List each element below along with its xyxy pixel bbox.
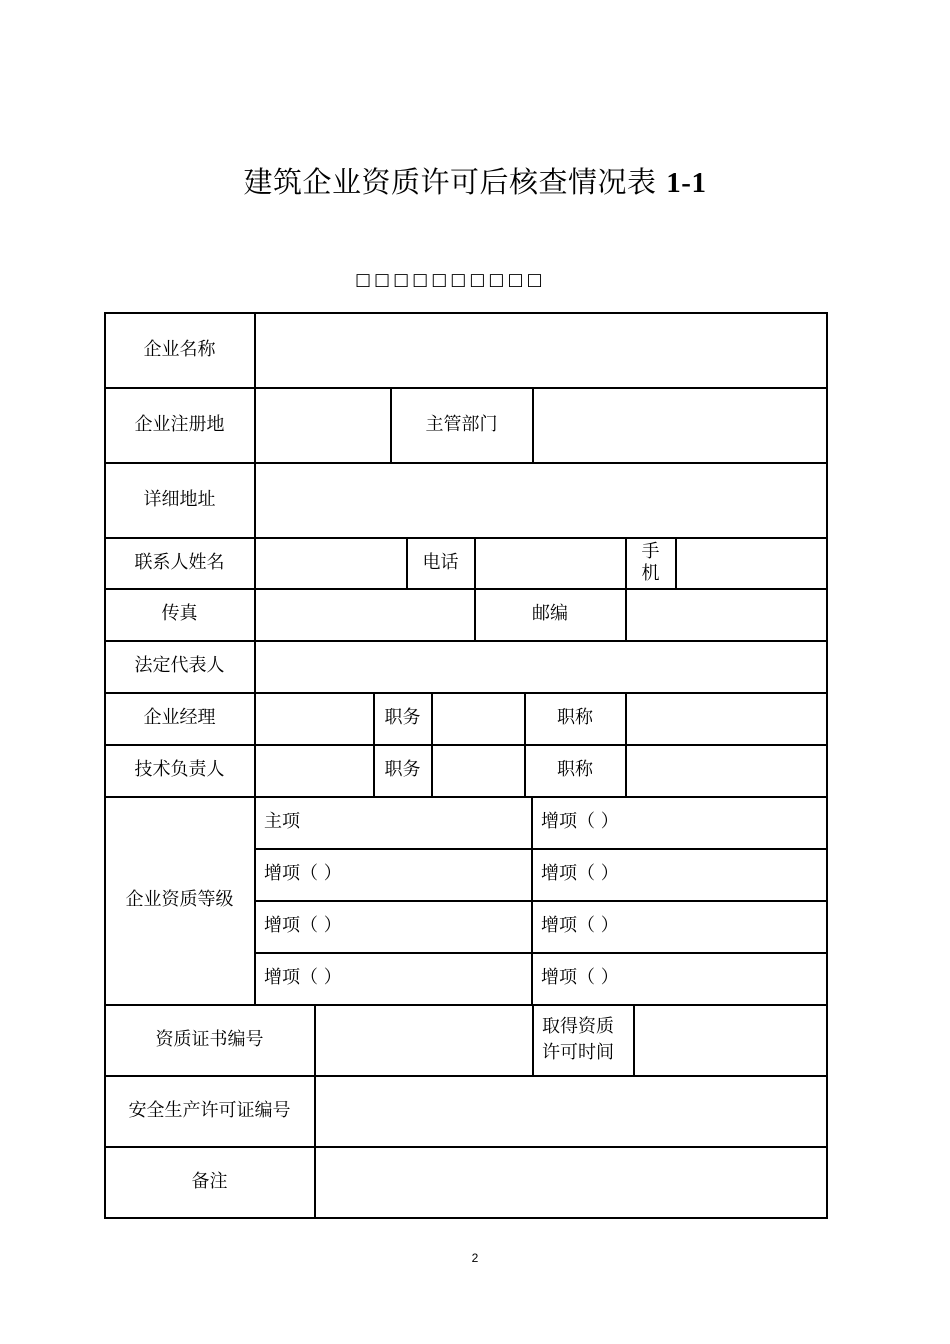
table-line	[826, 312, 828, 1218]
mobile-label-line2: 机	[641, 562, 660, 584]
qualification-level-label: 企业资质等级	[125, 889, 234, 910]
manager-title-label: 职称	[557, 707, 593, 728]
add-item-label: 增项（ ）	[264, 863, 342, 884]
address-label: 详细地址	[143, 488, 216, 510]
remarks-label: 备注	[191, 1170, 228, 1192]
add-item-label: 增项（ ）	[264, 967, 342, 988]
obtain-time-line2: 许可时间	[542, 1041, 614, 1063]
table-line	[625, 588, 627, 641]
manager-label: 企业经理	[143, 707, 216, 728]
obtain-time-label	[533, 1004, 633, 1075]
mobile-label-line1: 手	[641, 540, 660, 562]
legal-rep-label: 法定代表人	[134, 655, 225, 676]
table-line	[474, 537, 476, 589]
cert-no-label: 资质证书编号	[155, 1028, 264, 1050]
tech-lead-label: 技术负责人	[134, 759, 225, 780]
tech-lead-position-label: 职务	[384, 759, 421, 780]
reg-place-label: 企业注册地	[134, 413, 225, 435]
table-line	[675, 537, 677, 589]
main-item-label: 主项	[264, 811, 300, 832]
add-item-label: 增项（ ）	[541, 915, 619, 936]
fax-label: 传真	[161, 603, 198, 624]
add-item-label: 增项（ ）	[264, 915, 342, 936]
title-text: 建筑企业资质许可后核查情况表	[243, 165, 657, 199]
add-item-label: 增项（ ）	[541, 863, 619, 884]
mobile-label	[626, 537, 675, 588]
page-number: 2	[471, 1251, 479, 1265]
manager-position-label: 职务	[384, 707, 421, 728]
table-line	[431, 692, 433, 797]
table-line	[633, 1004, 635, 1076]
obtain-time-line1: 取得资质	[542, 1015, 614, 1037]
contact-name-label: 联系人姓名	[134, 551, 225, 573]
tech-lead-title-label: 职称	[557, 759, 593, 780]
safety-license-label: 安全生产许可证编号	[128, 1099, 291, 1121]
table-line	[104, 1217, 828, 1219]
title-number: 1-1	[666, 167, 707, 199]
add-item-label: 增项（ ）	[541, 967, 619, 988]
authority-label: 主管部门	[425, 413, 498, 435]
table-line	[625, 692, 627, 797]
table-line	[532, 387, 534, 463]
postcode-label: 邮编	[532, 603, 568, 624]
subtitle: □□□□□□□□□□	[355, 270, 546, 290]
phone-label: 电话	[422, 551, 459, 573]
add-item-label: 增项（ ）	[541, 811, 619, 832]
company-name-label: 企业名称	[143, 338, 216, 360]
